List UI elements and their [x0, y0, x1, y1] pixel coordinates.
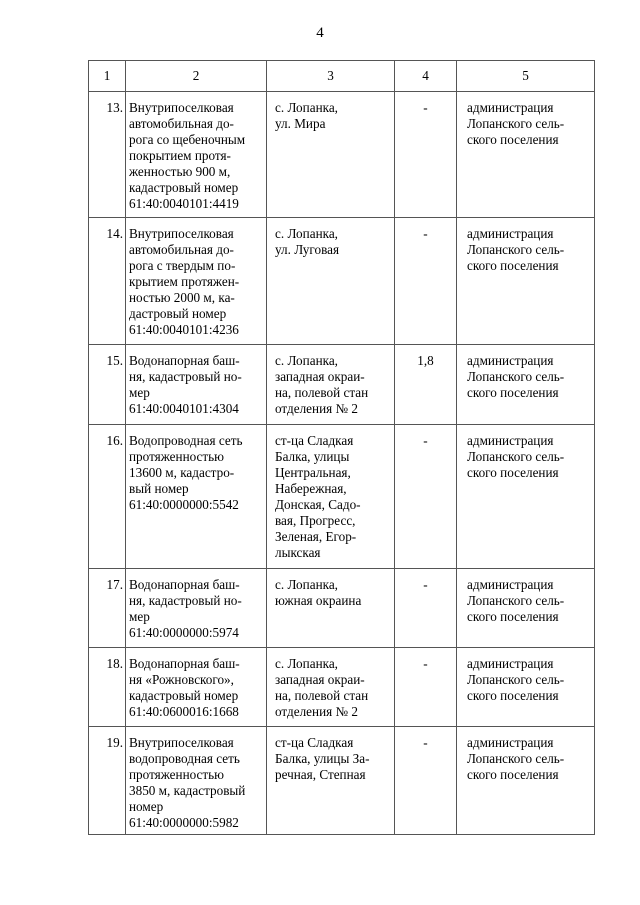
object-name: Водонапорная баш- ня, кадастровый но- мер 61:40:0040101:4304: [126, 345, 267, 425]
object-owner: администрация Лопанского сель- ского поселения: [457, 569, 595, 648]
table-row: [89, 92, 595, 218]
object-name: Водопроводная сеть протяженностью 13600 м, кадастро- вый номер 61:40:0000000:5542: [126, 425, 267, 569]
table-row: [89, 425, 595, 569]
object-value: -: [395, 648, 457, 727]
object-name: Водонапорная баш- ня «Рожновского», кадастровый номер 61:40:0600016:1668: [126, 648, 267, 727]
object-owner: администрация Лопанского сель- ского поселения: [457, 425, 595, 569]
object-location: с. Лопанка, ул. Луговая: [267, 218, 395, 345]
column-header: 3: [267, 61, 395, 92]
row-number: 15.: [89, 345, 126, 425]
table-row: [89, 345, 595, 425]
object-location: с. Лопанка, южная окраина: [267, 569, 395, 648]
property-table: [88, 60, 595, 835]
object-location: с. Лопанка, западная окраи- на, полевой стан отделения № 2: [267, 345, 395, 425]
object-location: ст-ца Сладкая Балка, улицы Центральная, Набережная, Донская, Садо- вая, Прогресс, Зеленая, Егор- лыкская: [267, 425, 395, 569]
column-header: 5: [457, 61, 595, 92]
object-value: -: [395, 425, 457, 569]
row-number: 13.: [89, 92, 126, 218]
row-number: 14.: [89, 218, 126, 345]
object-owner: администрация Лопанского сель- ского поселения: [457, 92, 595, 218]
row-number: 16.: [89, 425, 126, 569]
object-value: -: [395, 727, 457, 835]
object-owner: администрация Лопанского сель- ского поселения: [457, 648, 595, 727]
object-name: Внутрипоселковая автомобильная до- рога со щебеночным покрытием протя- женностью 900 м, кадастровый номер 61:40:0040101:4419: [126, 92, 267, 218]
row-number: 18.: [89, 648, 126, 727]
object-location: ст-ца Сладкая Балка, улицы За- речная, Степная: [267, 727, 395, 835]
object-value: -: [395, 569, 457, 648]
object-owner: администрация Лопанского сель- ского поселения: [457, 727, 595, 835]
object-value: -: [395, 218, 457, 345]
object-location: с. Лопанка, ул. Мира: [267, 92, 395, 218]
table-header-row: [89, 61, 595, 92]
table-row: [89, 218, 595, 345]
object-value: -: [395, 92, 457, 218]
column-header: 1: [89, 61, 126, 92]
object-value: 1,8: [395, 345, 457, 425]
table-row: [89, 727, 595, 835]
object-owner: администрация Лопанского сель- ского поселения: [457, 218, 595, 345]
table-row: [89, 569, 595, 648]
object-name: Внутрипоселковая автомобильная до- рога с твердым по- крытием протяжен- ностью 2000 м, ка- дастровый номер 61:40:0040101:4236: [126, 218, 267, 345]
object-location: с. Лопанка, западная окраи- на, полевой стан отделения № 2: [267, 648, 395, 727]
page-number: 4: [316, 25, 324, 41]
row-number: 17.: [89, 569, 126, 648]
column-header: 4: [395, 61, 457, 92]
object-owner: администрация Лопанского сель- ского поселения: [457, 345, 595, 425]
row-number: 19.: [89, 727, 126, 835]
column-header: 2: [126, 61, 267, 92]
object-name: Внутрипоселковая водопроводная сеть протяженностью 3850 м, кадастровый номер 61:40:0000000:5982: [126, 727, 267, 835]
object-name: Водонапорная баш- ня, кадастровый но- мер 61:40:0000000:5974: [126, 569, 267, 648]
table-row: [89, 648, 595, 727]
